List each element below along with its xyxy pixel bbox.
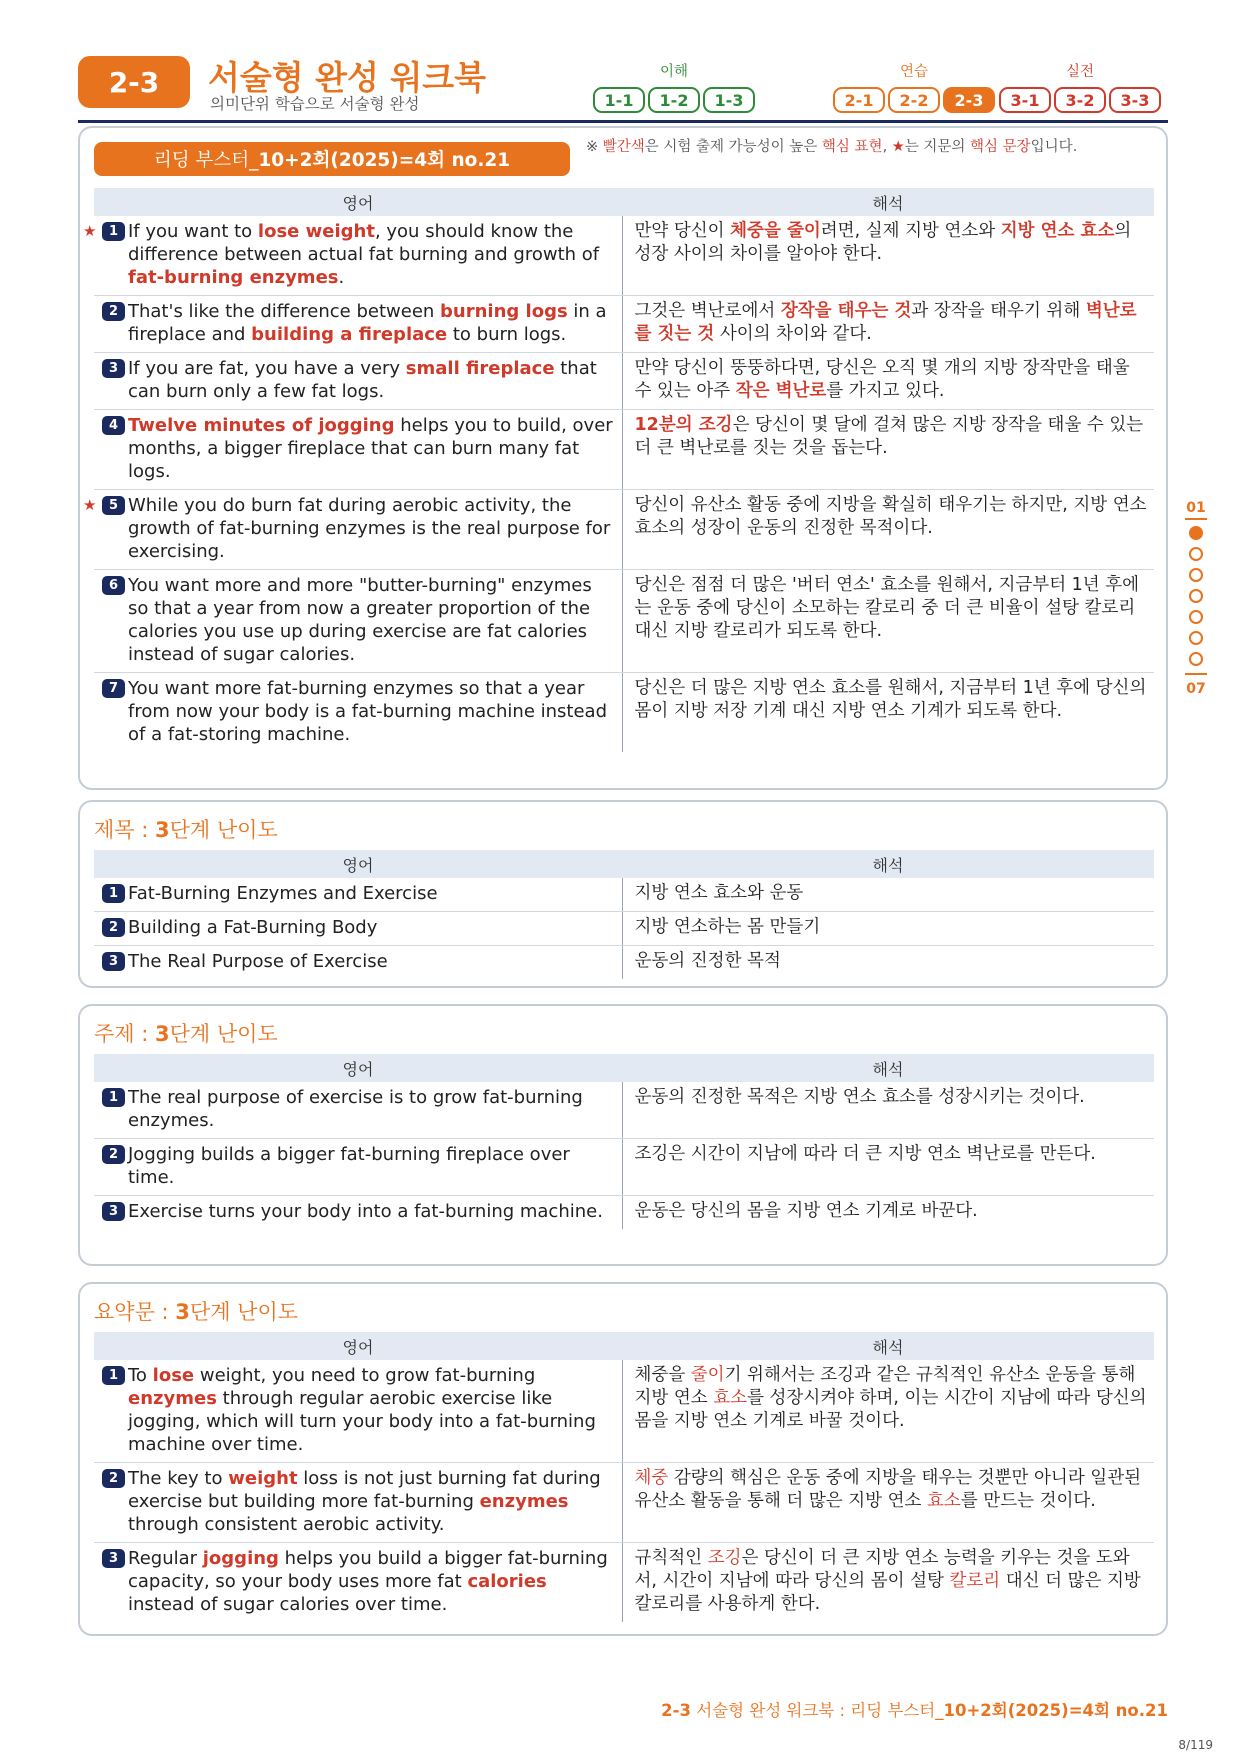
text-segment: 만약 당신이 [634, 221, 731, 241]
row-number: 1 [102, 884, 125, 903]
korean-column-header: 해석 [622, 188, 1154, 216]
table-row [94, 673, 1154, 753]
english-cell [94, 912, 622, 946]
heading-level: 3 [175, 1300, 190, 1324]
korean-column-header: 해석 [622, 1332, 1154, 1360]
text-segment: If you are fat, you have a very [128, 358, 406, 379]
theme-section-heading [94, 1018, 278, 1048]
keyword-highlight: 지방 연소 효소 [1000, 221, 1115, 241]
keyword-highlight: 체중을 줄이 [730, 221, 821, 241]
text-segment: instead of sugar calories over time. [128, 1594, 448, 1615]
english-cell [94, 946, 622, 980]
legend-mark: ※ [586, 139, 603, 155]
page-header [78, 52, 1168, 126]
text-segment: 를 만드는 것이다. [960, 1491, 1096, 1511]
table-row [94, 490, 1154, 570]
korean-cell [622, 353, 1154, 410]
level-group-real [999, 60, 1161, 113]
korean-cell [622, 1543, 1154, 1623]
level-button-1-1[interactable]: 1-1 [593, 87, 645, 113]
keyword-highlight: small fireplace [405, 358, 555, 379]
text-segment: 만약 당신이 뚱뚱하다면, 당신은 오직 몇 개의 지방 장작만을 태울 수 있는 아주 [634, 358, 1130, 401]
keyword-highlight: Twelve minutes of jogging [128, 415, 395, 436]
text-segment: . [338, 267, 345, 288]
booster-label-bold: 10+2회(2025)=4회 no.21 [258, 150, 511, 171]
sentence-card [78, 126, 1168, 790]
heading-prefix: 제목 : [94, 818, 155, 842]
korean-cell: 운동은 당신의 몸을 지방 연소 기계로 바꾼다. [634, 1201, 978, 1221]
sentence-number-badge: 2 [102, 1469, 125, 1488]
keyword-highlight: building a fireplace [251, 324, 448, 345]
text-segment: 려면, 실제 지방 연소와 [820, 221, 1001, 241]
progress-divider [1185, 518, 1207, 520]
summary-section-heading [94, 1296, 298, 1326]
english-cell [94, 570, 622, 673]
heading-level: 3 [155, 818, 170, 842]
theme-table-body [94, 1082, 1154, 1229]
english-cell [83, 216, 622, 296]
english-text: Building a Fat-Burning Body [128, 917, 378, 938]
table-row [94, 1082, 1154, 1139]
korean-cell: 운동의 진정한 목적은 지방 연소 효소를 성장시키는 것이다. [622, 1082, 1154, 1139]
legend-red-word: 빨간색 [602, 139, 645, 155]
table-row [94, 1139, 1154, 1196]
table-row [94, 570, 1154, 673]
booster-label [94, 142, 570, 176]
keyword-highlight: weight [228, 1468, 298, 1489]
keyword-highlight: 분의 조깅 [658, 415, 733, 435]
text-segment: 과 장작을 태우기 위해 [911, 301, 1086, 321]
table-row [94, 1360, 1154, 1463]
english-cell [94, 1196, 622, 1230]
korean-cell [622, 490, 1154, 570]
text-segment: 당신이 유산소 활동 중에 지방을 확실히 태우기는 하지만, 지방 연소 효소의 성장이 운동의 진정한 목적이다. [634, 495, 1147, 538]
keyword-highlight: enzymes [128, 1388, 217, 1409]
heading-prefix: 요약문 : [94, 1300, 176, 1324]
table-header-row [94, 1054, 1154, 1082]
text-segment: Regular [128, 1548, 203, 1569]
legend-text: 은 시험 출제 가능성이 높은 [644, 139, 822, 155]
english-text: The real purpose of exercise is to grow fat-burning enzymes. [128, 1087, 583, 1131]
table-header-row [94, 188, 1154, 216]
korean-cell: 지방 연소 효소와 운동 [622, 878, 1154, 912]
heading-suffix: 단계 난이도 [169, 1022, 278, 1046]
sentence-number-badge: 5 [102, 496, 125, 515]
table-row [94, 296, 1154, 353]
level-title: 실전 [1065, 64, 1094, 80]
text-segment: to burn logs. [447, 324, 567, 345]
title-card [78, 800, 1168, 988]
text-segment: through regular aerobic exercise like jogging, which will turn your body into a fat-burning machine over time. [128, 1388, 596, 1455]
page-number: 8/119 [1178, 1738, 1213, 1752]
english-cell [83, 490, 622, 570]
text-segment: 의 성장 사이의 차이를 알아야 한다. [634, 221, 1132, 264]
text-segment: through consistent aerobic activity. [128, 1514, 445, 1535]
side-progress [1180, 500, 1212, 697]
english-cell [94, 410, 622, 490]
table-row [94, 410, 1154, 490]
table-row [94, 353, 1154, 410]
korean-column-header: 해석 [622, 850, 1154, 878]
title-table-body [94, 878, 1154, 979]
summary-table [94, 1332, 1154, 1622]
text-segment: 기 위해서는 조깅과 같은 규칙적인 유산소 운동을 통해 지방 연소 [634, 1365, 1136, 1408]
heading-prefix: 주제 : [94, 1022, 155, 1046]
footer-title [661, 1697, 1168, 1721]
sentence-number-badge: 2 [102, 302, 125, 321]
text-segment: 감량의 핵심은 운동 중에 지방을 태우는 것뿐만 아니라 일관된 유산소 활동을 통해 더 많은 지방 연소 [634, 1468, 1142, 1511]
keyword-highlight: 체중 [634, 1468, 669, 1488]
korean-cell [622, 1360, 1154, 1463]
korean-cell [622, 216, 1154, 296]
keyword-highlight: 12 [634, 415, 659, 435]
keyword-highlight: jogging [202, 1548, 279, 1569]
keyword-highlight: 효소 [713, 1388, 748, 1408]
row-number: 2 [102, 918, 125, 937]
keyword-highlight: fat-burning enzymes [128, 267, 339, 288]
text-segment: 은 당신이 더 큰 지방 연소 능력을 키우는 것을 도와서, 시간이 지남에 따라 당신의 몸이 설탕 [634, 1548, 1130, 1591]
text-segment: To [128, 1365, 153, 1386]
progress-dots [1180, 526, 1212, 666]
korean-cell [622, 296, 1154, 353]
english-cell [94, 1139, 622, 1196]
sentence-table-body [83, 216, 1154, 752]
level-group-understand [593, 60, 755, 113]
english-text: Exercise turns your body into a fat-burning machine. [128, 1201, 603, 1222]
legend-key-expression: 핵심 표현 [821, 139, 883, 155]
sentence-number-badge: 4 [102, 416, 125, 435]
progress-dot[interactable] [1189, 652, 1203, 666]
text-segment: You want more and more "butter-burning" enzymes so that a year from now a greater proportion of the calories you use up during exercise are fat calories instead of sugar calories. [128, 575, 592, 665]
level-group-practice [833, 60, 995, 113]
level-button-1-3[interactable]: 1-3 [703, 87, 755, 113]
row-number: 3 [102, 1202, 125, 1221]
korean-cell: 조깅은 시간이 지남에 따라 더 큰 지방 연소 벽난로를 만든다. [622, 1139, 1154, 1196]
keyword-highlight: 줄이 [690, 1365, 725, 1385]
sentence-number-badge: 3 [102, 1549, 125, 1568]
korean-cell [622, 570, 1154, 673]
level-button-2-1[interactable]: 2-1 [833, 87, 885, 113]
keyword-highlight: 작은 벽난로 [735, 381, 827, 401]
progress-dot[interactable] [1189, 610, 1203, 624]
text-segment: The key to [128, 1468, 229, 1489]
english-column-header: 영어 [94, 1054, 622, 1082]
sentence-number-badge: 3 [102, 359, 125, 378]
legend-text: 는 지문의 [904, 139, 971, 155]
legend-note [586, 138, 1156, 157]
legend-text: , [882, 139, 892, 155]
level-title: 이해 [659, 64, 688, 80]
english-cell [94, 296, 622, 353]
english-cell [94, 1463, 622, 1543]
keyword-highlight: lose [152, 1365, 195, 1386]
table-row [94, 946, 1154, 980]
keyword-highlight: lose weight [257, 221, 375, 242]
table-row [94, 1463, 1154, 1543]
table-row [94, 912, 1154, 946]
korean-cell [622, 410, 1154, 490]
text-segment: that can burn only a few fat logs. [128, 358, 597, 402]
english-cell [94, 1543, 622, 1623]
progress-end-label: 07 [1186, 681, 1206, 697]
level-button-3-1[interactable]: 3-1 [999, 87, 1051, 113]
keyword-highlight: 벽난로를 짓는 것 [634, 301, 1137, 344]
title-table [94, 850, 1154, 979]
level-button-3-2[interactable]: 3-2 [1054, 87, 1106, 113]
text-segment: You want more fat-burning enzymes so that a year from now your body is a fat-burning machine instead of a fat-storing machine. [128, 678, 608, 745]
text-segment: weight, you need to grow fat-burning [194, 1365, 536, 1386]
text-segment: 대신 더 많은 지방 칼로리를 사용하게 한다. [634, 1571, 1141, 1614]
level-button-3-3[interactable]: 3-3 [1109, 87, 1161, 113]
progress-dot[interactable] [1189, 589, 1203, 603]
text-segment: 를 성장시켜야 하며, 이는 시간이 지남에 따라 당신의 몸을 지방 연소 기계로 바꿀 것이다. [634, 1388, 1147, 1431]
legend-key-sentence: 핵심 문장 [970, 139, 1031, 155]
table-row [94, 1543, 1154, 1623]
text-segment: helps you to build, over months, a bigger fireplace that can burn many fat logs. [128, 415, 613, 482]
progress-divider [1185, 673, 1207, 675]
keyword-highlight: burning logs [440, 301, 568, 322]
english-cell [94, 1360, 622, 1463]
sentence-number-badge: 7 [102, 679, 125, 698]
keyword-highlight: 장작을 태우는 것 [780, 301, 912, 321]
korean-cell: 운동의 진정한 목적 [634, 951, 781, 971]
level-title: 연습 [899, 64, 928, 80]
theme-card [78, 1004, 1168, 1266]
text-segment: 당신은 더 많은 지방 연소 효소를 원해서, 지금부터 1년 후에 당신의 몸이 지방 저장 기계 대신 지방 연소 기계가 되도록 한다. [634, 678, 1147, 721]
english-text: Jogging builds a bigger fat-burning fireplace over time. [128, 1144, 570, 1188]
keyword-highlight: 조깅 [707, 1548, 742, 1568]
text-segment: 사이의 차이와 같다. [714, 324, 872, 344]
level-button-2-2[interactable]: 2-2 [888, 87, 940, 113]
text-segment: loss is not just burning fat during exercise but building more fat-burning [128, 1468, 601, 1512]
korean-cell [622, 673, 1154, 753]
korean-cell [622, 1463, 1154, 1543]
keyword-highlight: calories [467, 1571, 547, 1592]
english-cell [94, 353, 622, 410]
sentence-table [83, 188, 1154, 752]
korean-cell: 지방 연소하는 몸 만들기 [622, 912, 1154, 946]
text-segment: in a fireplace and [128, 301, 607, 345]
progress-dot[interactable] [1189, 568, 1203, 582]
title-section-heading [94, 814, 278, 844]
text-segment: 체중을 [634, 1365, 691, 1385]
progress-dot-current[interactable] [1189, 526, 1203, 540]
heading-level: 3 [155, 1022, 170, 1046]
table-row [94, 216, 1154, 296]
english-cell [94, 673, 622, 753]
footer-unit: 2-3 [661, 1701, 691, 1720]
row-number: 2 [102, 1145, 125, 1164]
booster-label-prefix: 리딩 부스터_ [153, 150, 259, 171]
heading-suffix: 단계 난이도 [189, 1300, 299, 1324]
table-row [94, 1196, 1154, 1230]
text-segment: 그것은 벽난로에서 [634, 301, 781, 321]
unit-badge: 2-3 [78, 56, 190, 108]
level-button-1-2[interactable]: 1-2 [648, 87, 700, 113]
sentence-number-badge: 1 [102, 222, 125, 241]
book-title: 서술형 완성 워크북 [208, 58, 487, 97]
table-header-row [94, 850, 1154, 878]
summary-table-body [94, 1360, 1154, 1622]
keyword-highlight: 효소 [927, 1491, 961, 1511]
theme-table [94, 1054, 1154, 1229]
summary-card [78, 1282, 1168, 1636]
key-sentence-star-icon: ★ [83, 222, 97, 240]
progress-start-label: 01 [1186, 500, 1206, 516]
text-segment: 규칙적인 [634, 1548, 708, 1568]
text-segment: 당신은 점점 더 많은 '버터 연소' 효소를 원해서, 지금부터 1년 후에는 운동 중에 당신이 소모하는 칼로리 중 더 큰 비율이 설탕 칼로리 대신 지방 칼로리가 되도록 한다. [634, 575, 1140, 641]
text-segment: helps you build a bigger fat-burning capacity, so your body uses more fat [128, 1548, 608, 1592]
sentence-number-badge: 6 [102, 576, 125, 595]
text-segment: While you do burn fat during aerobic activity, the growth of fat-burning enzymes is the real purpose for exercising. [128, 495, 611, 562]
progress-dot[interactable] [1189, 631, 1203, 645]
english-text: The Real Purpose of Exercise [128, 951, 388, 972]
keyword-highlight: 칼로리 [949, 1571, 1001, 1591]
footer-title-text: 서술형 완성 워크북 : 리딩 부스터_ [690, 1701, 944, 1720]
english-cell [94, 878, 622, 912]
english-column-header: 영어 [94, 850, 622, 878]
table-row [94, 878, 1154, 912]
book-subtitle: 의미단위 학습으로 서술형 완성 [210, 95, 420, 113]
text-segment: That's like the difference between [128, 301, 441, 322]
table-header-row [94, 1332, 1154, 1360]
row-number: 3 [102, 952, 125, 971]
sentence-number-badge: 1 [102, 1366, 125, 1385]
english-text: Fat-Burning Enzymes and Exercise [128, 883, 438, 904]
row-number: 1 [102, 1088, 125, 1107]
text-segment: If you want to [128, 221, 258, 242]
heading-suffix: 단계 난이도 [169, 818, 278, 842]
text-segment: 은 당신이 몇 달에 걸쳐 많은 지방 장작을 태울 수 있는 더 큰 벽난로를 짓는 것을 돕는다. [634, 415, 1144, 458]
legend-text: 입니다. [1030, 139, 1078, 155]
text-segment: , you should know the difference between actual fat burning and growth of [128, 221, 600, 265]
text-segment: 를 가지고 있다. [826, 381, 945, 401]
keyword-highlight: enzymes [479, 1491, 569, 1512]
english-cell [94, 1082, 622, 1139]
level-button-2-3[interactable]: 2-3 [943, 87, 995, 113]
key-sentence-star-icon: ★ [83, 496, 97, 514]
korean-column-header: 해석 [622, 1054, 1154, 1082]
english-column-header: 영어 [94, 1332, 622, 1360]
header-divider [78, 120, 1168, 123]
progress-dot[interactable] [1189, 547, 1203, 561]
english-column-header: 영어 [94, 188, 622, 216]
footer-title-bold: 10+2회(2025)=4회 no.21 [943, 1701, 1168, 1720]
legend-star-icon: ★ [891, 139, 905, 155]
